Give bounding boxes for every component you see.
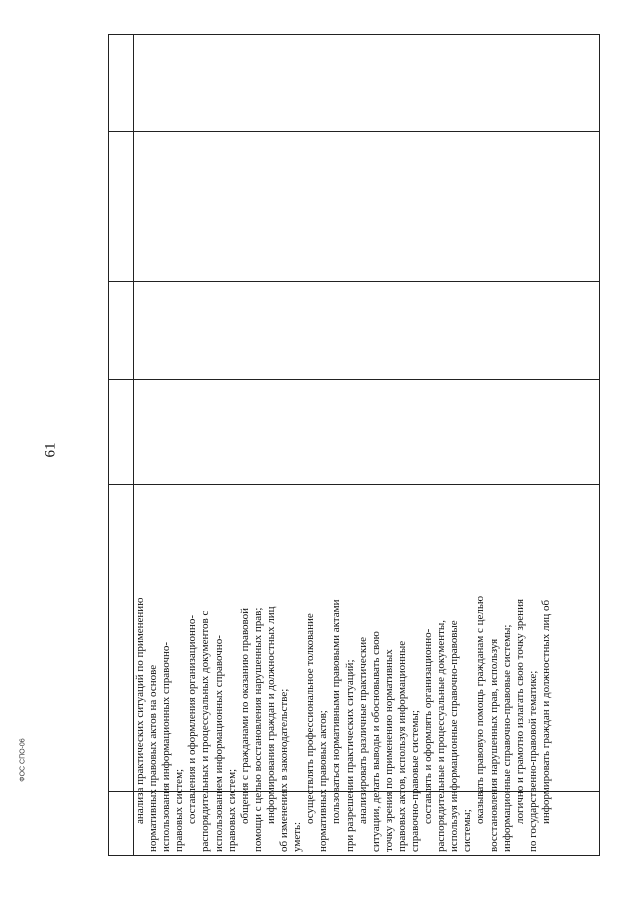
cell-line: информирования граждан и должностных лиц: [264, 606, 277, 824]
cell-line: нормативных правовых актов на основе: [147, 664, 160, 852]
cell-line: использования информационных справочно-: [160, 641, 173, 852]
cell-line: точку зрения по применению нормативных: [382, 649, 395, 852]
cell-line: помощи с целью восстановления нарушенных прав;: [251, 607, 264, 852]
cell-line: анализа практических ситуаций по применению: [134, 597, 146, 824]
cell-line: распорядительные и процессуальные документы,: [435, 619, 448, 852]
row-divider: [109, 281, 599, 282]
cell-line: нормативных правовых актов;: [317, 710, 330, 852]
competency-cell-text: [134, 492, 598, 852]
cell-line: уметь:: [291, 821, 304, 852]
cell-line: правовых актов, используя информационные: [395, 640, 408, 852]
cell-line: пользоваться нормативными правовыми актами: [330, 599, 343, 824]
row-divider: [109, 131, 599, 132]
cell-line: осуществлять профессиональное толкование: [304, 613, 317, 824]
cell-line: справочно-правовые системы;: [408, 710, 421, 852]
page-number: 61: [42, 442, 59, 458]
cell-line: анализировать различные практические: [356, 637, 369, 824]
cell-line: логично и грамотно излагать свою точку зрения: [513, 598, 526, 824]
cell-line: при разрешении практических ситуаций;: [343, 659, 356, 852]
cell-line: общения с гражданами по оказанию правовой: [238, 607, 251, 824]
cell-line: использованием информационных справочно-: [212, 635, 225, 852]
cell-line: оказывать правовую помощь гражданам с целью: [474, 595, 487, 824]
cell-line: ситуации, делать выводы и обосновывать свою: [369, 631, 382, 852]
footer-code: ФОС СПО-06: [19, 738, 27, 782]
cell-line: системы;: [461, 809, 474, 852]
cell-line: правовых систем;: [225, 768, 238, 852]
cell-line: информационные справочно-правовые системы;: [500, 624, 513, 852]
cell-line: информировать граждан и должностных лиц об: [539, 599, 552, 824]
cell-line: распорядительных и процессуальных документов с: [199, 610, 212, 852]
row-divider: [109, 379, 599, 380]
row-divider: [109, 484, 599, 485]
cell-line: по государственно-правовой тематике;: [526, 670, 539, 852]
cell-line: правовых систем;: [173, 768, 186, 852]
cell-line: восстановления нарушенных прав, используя: [487, 638, 500, 852]
cell-line: составлять и оформлять организационно-: [422, 628, 435, 824]
cell-line: используя информационные справочно-правовые: [448, 620, 461, 852]
cell-line: составления и оформления организационно-: [186, 615, 199, 824]
cell-line: об изменениях в законодательстве;: [278, 688, 291, 852]
